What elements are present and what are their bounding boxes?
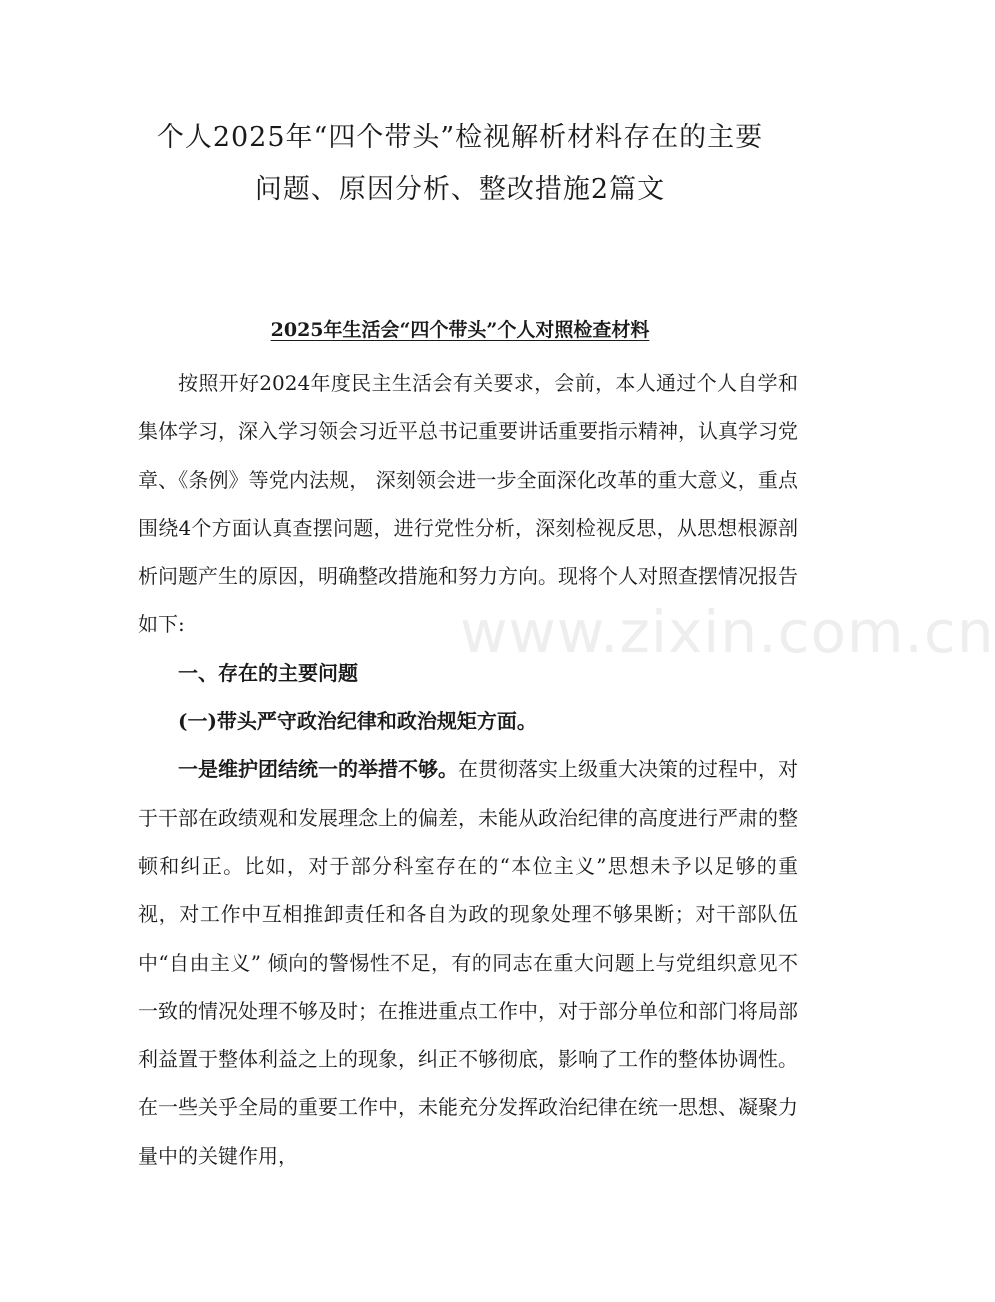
point-1-paragraph bbox=[138, 745, 798, 1180]
document-title bbox=[100, 112, 820, 216]
section-heading-1: 一、存在的主要问题 bbox=[178, 660, 358, 685]
document-title-line-2: 问题、原因分析、整改措施2篇文 bbox=[254, 174, 666, 205]
section-subtitle: 2025年生活会“四个带头”个人对照检查材料 bbox=[270, 319, 650, 341]
document-body bbox=[138, 359, 995, 1180]
intro-paragraph: 按照开好2024年度民主生活会有关要求，会前，本人通过个人自学和集体学习，深入学习领会习近平总书记重要讲话重要指示精神，认真学习党章、《条例》等党内法规， 深刻领会进一步全面深化改革的重大意义，重点围绕4个方面认真查摆问题，进行党性分析，深刻检视反思，从思想根源剖析问题产生的原因，明确整改措施和努力方向。现将个人对照查摆情况报告如下: bbox=[138, 371, 798, 637]
point-1-text: 在贯彻落实上级重大决策的过程中，对于干部在政绩观和发展理念上的偏差，未能从政治纪律的高度进行严肃的整顿和纠正。比如，对于部分科室存在的“本位主义”思想未予以足够的重视，对工作中互相推卸责任和各自为政的现象处理不够果断；对干部队伍中“自由主义” 倾向的警惕性不足，有的同志在重大问题上与党组织意见不一致的情况处理不够及时；在推进重点工作中，对于部分单位和部门将局部利益置于整体利益之上的现象，纠正不够彻底，影响了工作的整体协调性。在一些关乎全局的重要工作中，未能充分发挥政治纪律在统一思想、凝聚力量中的关键作用， bbox=[138, 757, 798, 1168]
point-1-lead: 一是维护团结统一的举措不够。 bbox=[178, 757, 458, 782]
subsection-heading-1: (一)带头严守政治纪律和政治规矩方面。 bbox=[178, 709, 537, 734]
watermark: www.zixin.com.cn bbox=[460, 598, 995, 666]
document-title-line-1: 个人2025年“四个带头”检视解析材料存在的主要 bbox=[156, 122, 764, 153]
